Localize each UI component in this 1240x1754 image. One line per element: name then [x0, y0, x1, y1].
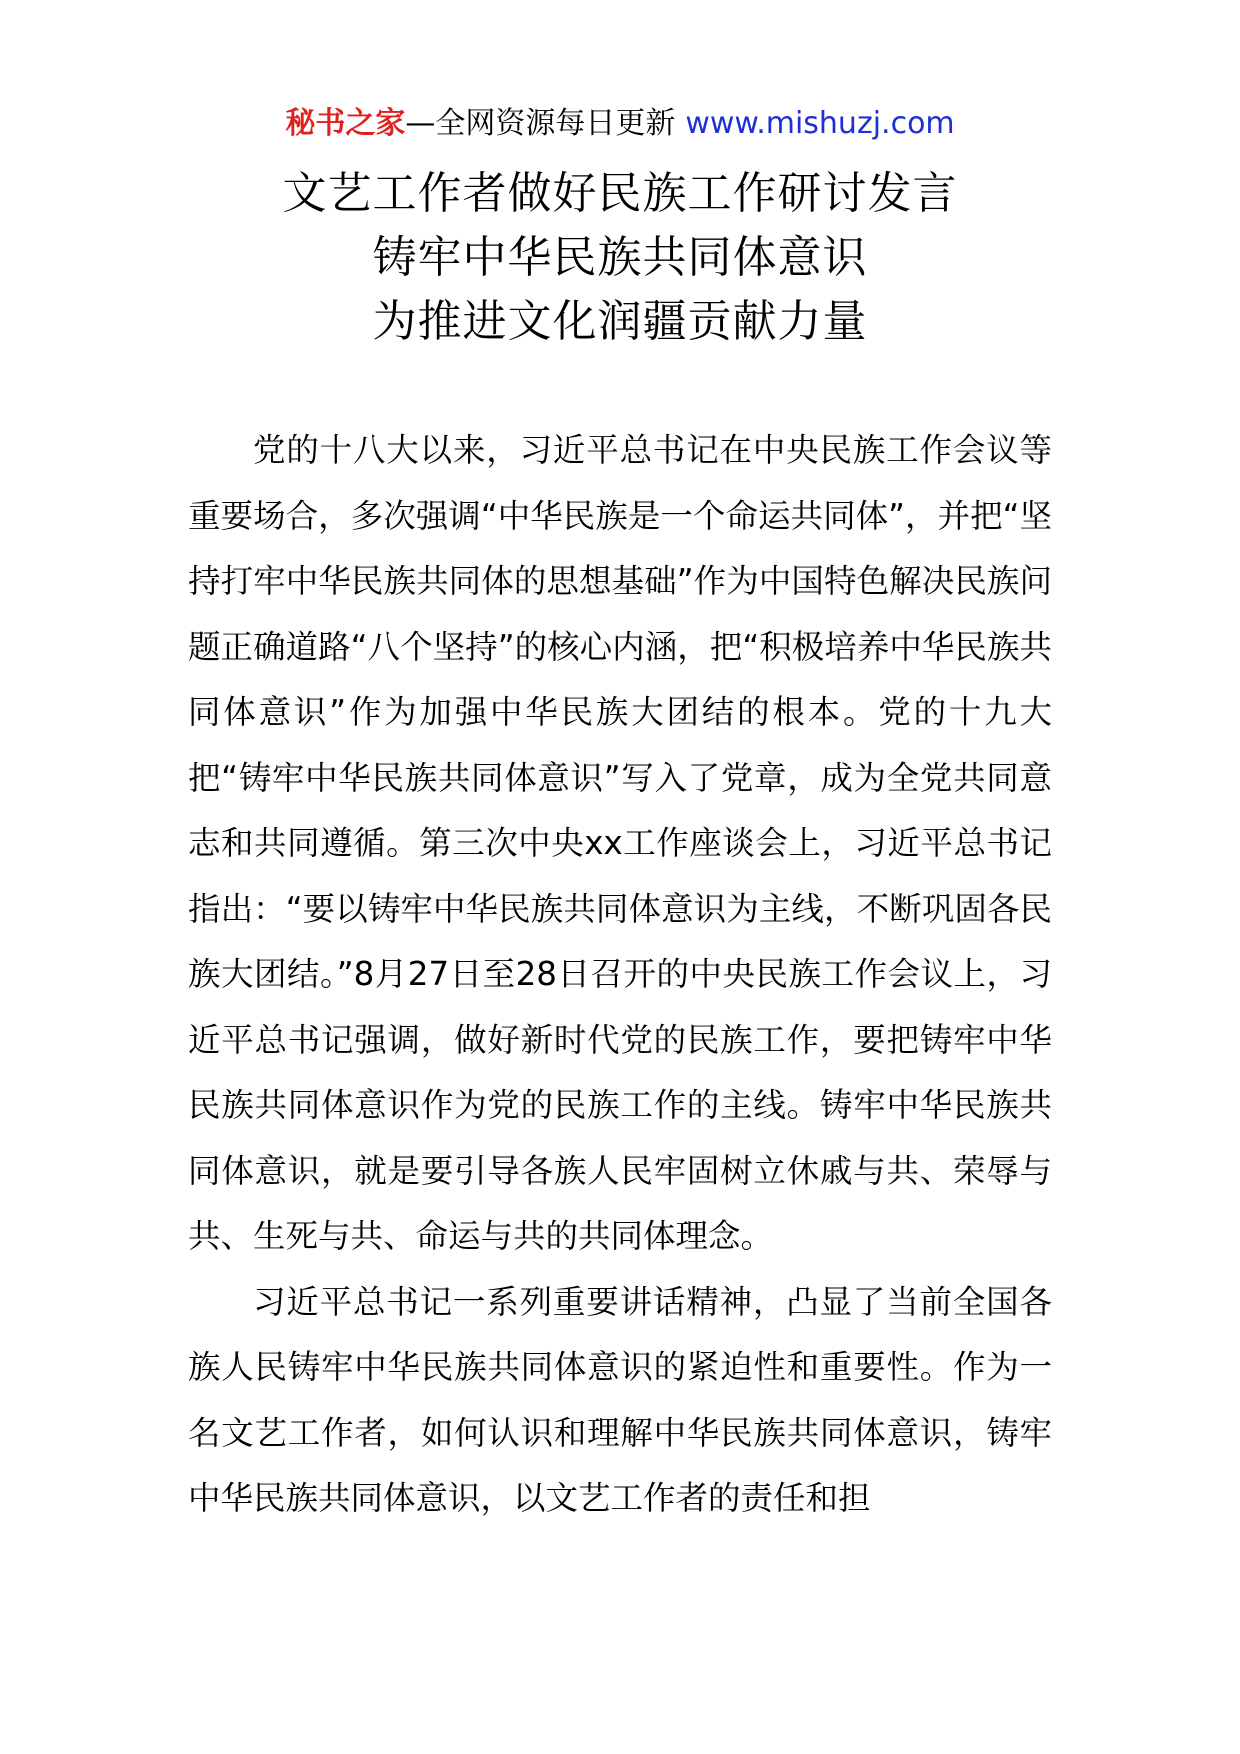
- document-body: [188, 418, 1052, 1532]
- title-line-1: 文艺工作者做好民族工作研讨发言: [282, 168, 958, 219]
- header-tagline: —全网资源每日更新: [405, 106, 676, 141]
- document-title: [0, 162, 1240, 354]
- brand-name: 秘书之家: [285, 106, 406, 141]
- site-header: [0, 102, 1240, 146]
- title-line-3: 为推进文化润疆贡献力量: [372, 296, 868, 347]
- body-paragraph-1: 党的十八大以来，习近平总书记在中央民族工作会议等重要场合，多次强调“中华民族是一个命运共同体”，并把“坚持打牢中华民族共同体的思想基础”作为中国特色解决民族问题正确道路“八个坚持”的核心内涵，把“积极培养中华民族共同体意识”作为加强中华民族大团结的根本。党的十九大把“铸牢中华民族共同体意识”写入了党章，成为全党共同意志和共同遵循。第三次中央xx工作座谈会上，习近平总书记指出：“要以铸牢中华民族共同体意识为主线，不断巩固各民族大团结。”8月27日至28日召开的中央民族工作会议上，习近平总书记强调，做好新时代党的民族工作，要把铸牢中华民族共同体意识作为党的民族工作的主线。铸牢中华民族共同体意识，就是要引导各族人民牢固树立休戚与共、荣辱与共、生死与共、命运与共的共同体理念。: [188, 431, 1052, 1255]
- body-paragraph-2: 习近平总书记一系列重要讲话精神，凸显了当前全国各族人民铸牢中华民族共同体意识的紧迫性和重要性。作为一名文艺工作者，如何认识和理解中华民族共同体意识，铸牢中华民族共同体意识，以文艺工作者的责任和担: [188, 1282, 1052, 1517]
- site-url-link[interactable]: www.mishuzj.com: [685, 106, 955, 141]
- title-line-2: 铸牢中华民族共同体意识: [372, 232, 868, 283]
